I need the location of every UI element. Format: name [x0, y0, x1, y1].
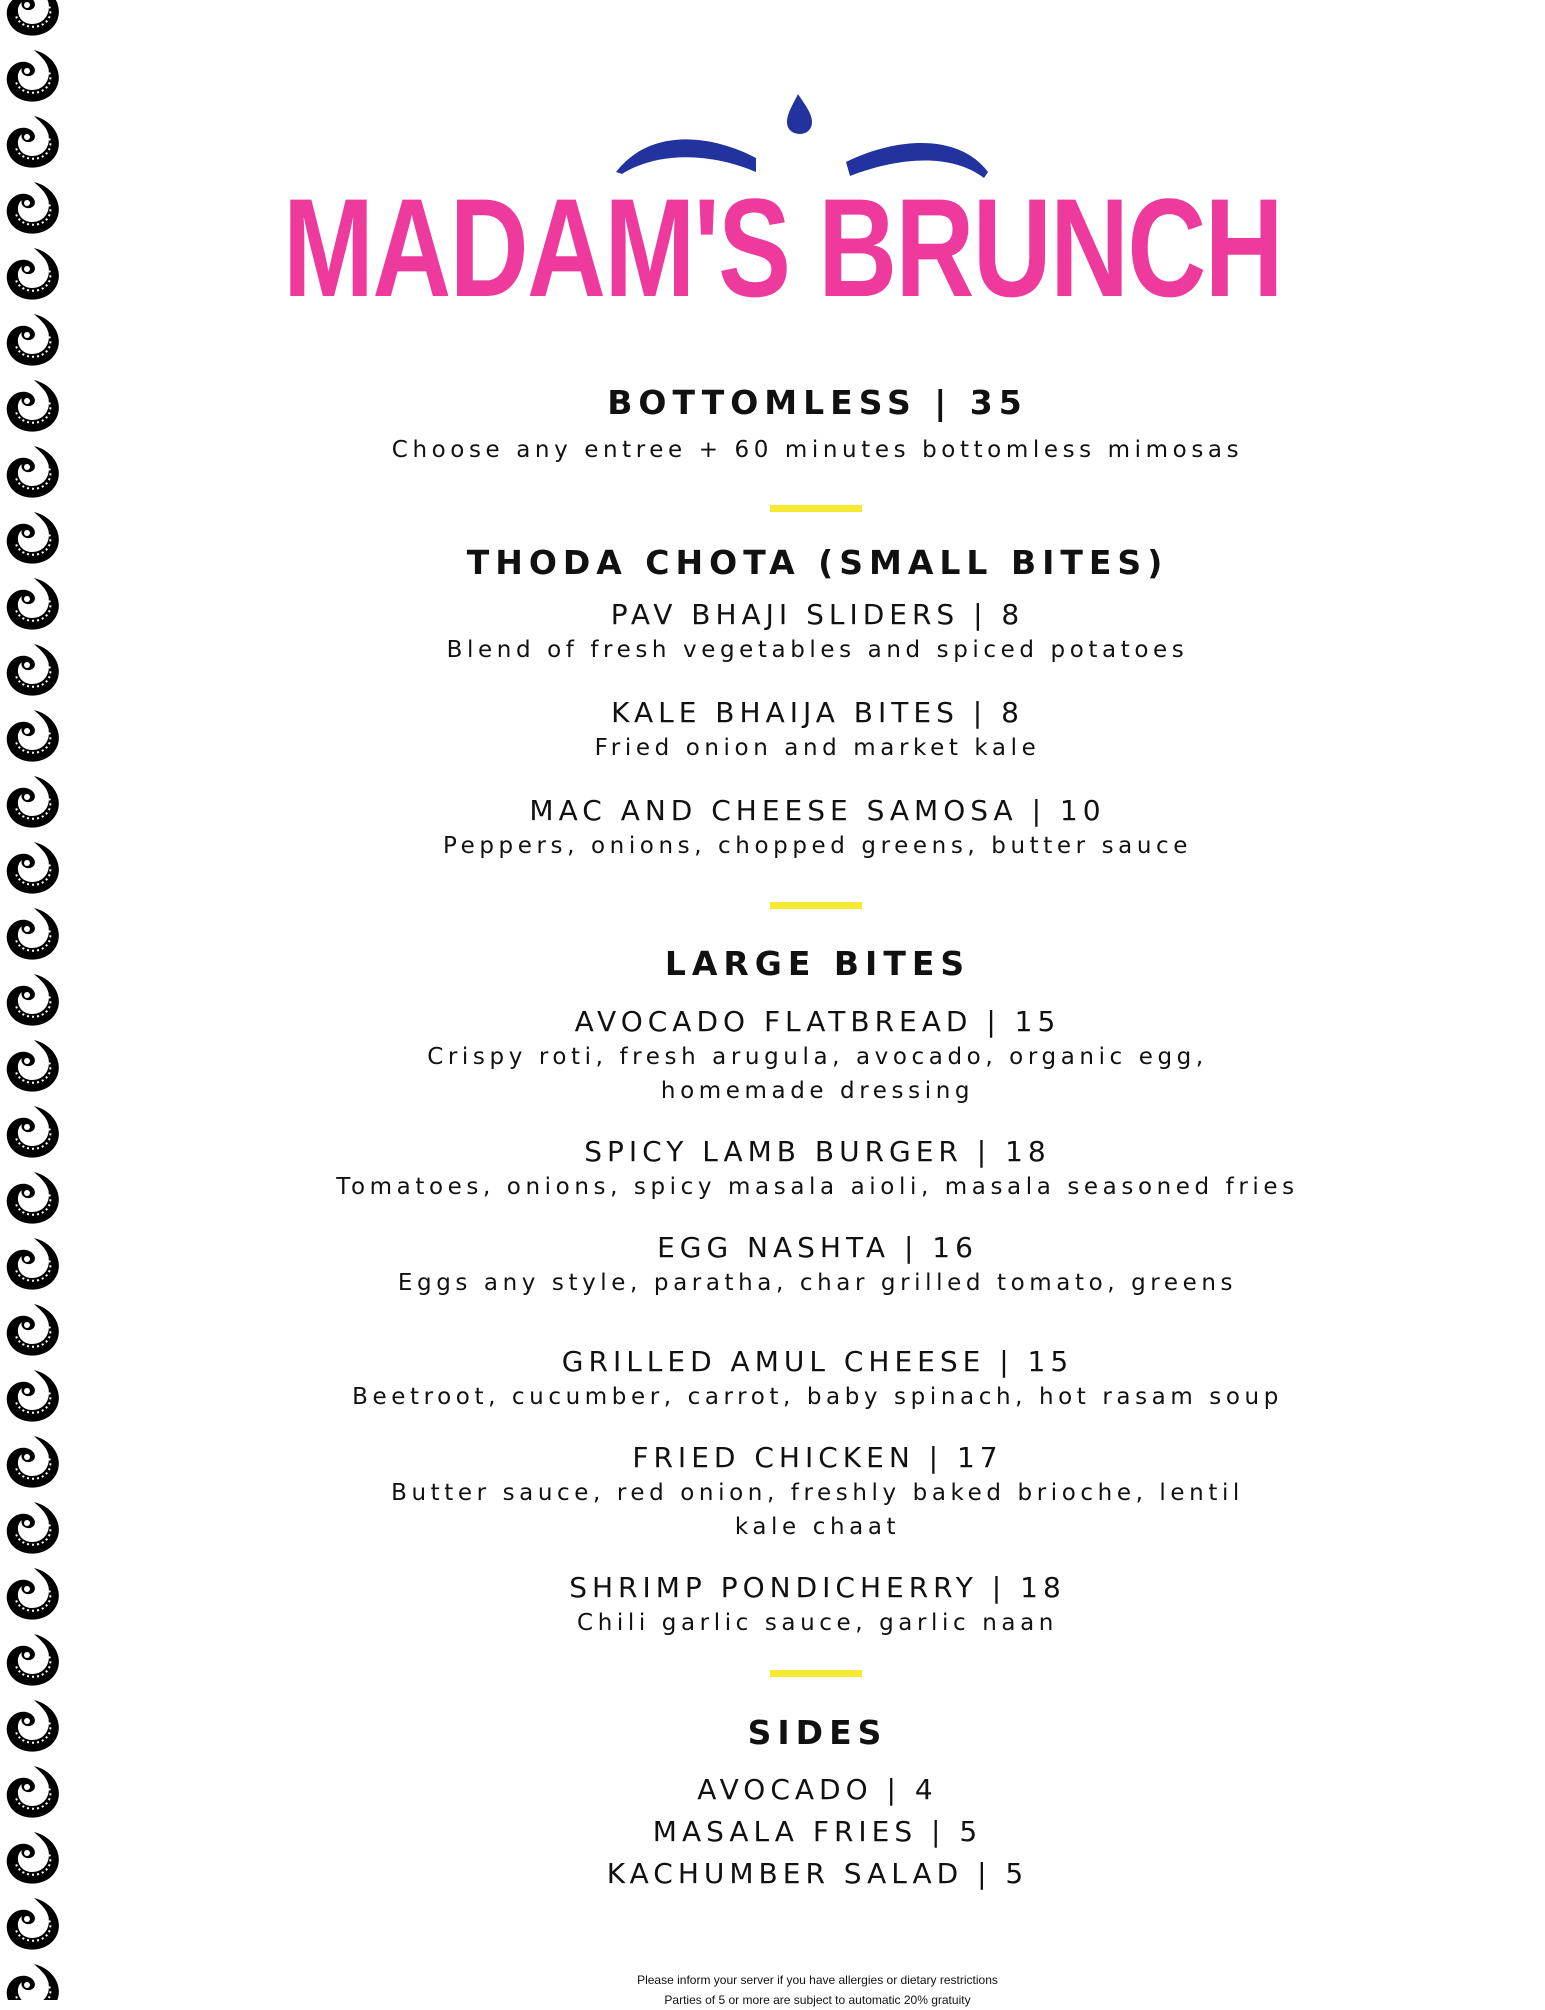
- footer: [520, 1970, 1115, 2010]
- item-description: Tomatoes, onions, spicy masala aioli, masala seasoned fries: [336, 1174, 1299, 1200]
- item-description: Beetroot, cucumber, carrot, baby spinach, hot rasam soup: [352, 1384, 1283, 1410]
- item-description: Chili garlic sauce, garlic naan: [577, 1610, 1058, 1636]
- menu-item: [320, 1344, 1315, 1414]
- item-description: Crispy roti, fresh arugula, avocado, organic egg, homemade dressing: [427, 1044, 1208, 1104]
- menu-item: [320, 1004, 1315, 1108]
- item-description: Peppers, onions, chopped greens, butter sauce: [442, 833, 1193, 859]
- menu-item: [320, 1440, 1315, 1544]
- footer-allergy-note: Please inform your server if you have allergies or dietary restrictions: [637, 1973, 998, 1987]
- menu-item: [320, 695, 1315, 765]
- item-name: MAC AND CHEESE SAMOSA | 10: [529, 794, 1106, 827]
- large-bites-section: [320, 944, 1315, 1640]
- menu-item: [320, 597, 1315, 667]
- divider: [770, 1670, 862, 1677]
- menu-item: [320, 1134, 1315, 1204]
- bottomless-heading: BOTTOMLESS | 35: [607, 383, 1028, 422]
- side-item: KACHUMBER SALAD | 5: [606, 1857, 1029, 1890]
- bottomless-description: Choose any entree + 60 minutes bottomless mimosas: [391, 437, 1244, 463]
- side-item: AVOCADO | 4: [697, 1773, 938, 1806]
- item-name: AVOCADO FLATBREAD | 15: [574, 1005, 1061, 1038]
- small-bites-section: [320, 543, 1315, 863]
- side-item: MASALA FRIES | 5: [652, 1815, 983, 1848]
- item-name: SPICY LAMB BURGER | 18: [584, 1135, 1051, 1168]
- item-name: EGG NASHTA | 16: [657, 1231, 978, 1264]
- item-description: Fried onion and market kale: [594, 735, 1041, 761]
- menu-item: [320, 793, 1315, 863]
- divider: [770, 902, 862, 909]
- large-bites-heading: LARGE BITES: [664, 944, 971, 983]
- small-bites-heading: THODA CHOTA (SMALL BITES): [466, 543, 1169, 582]
- item-name: FRIED CHICKEN | 17: [632, 1441, 1003, 1474]
- menu-item: [320, 1230, 1315, 1300]
- sides-heading: SIDES: [747, 1713, 888, 1752]
- item-name: KALE BHAIJA BITES | 8: [611, 696, 1024, 729]
- bottomless-section: [320, 383, 1315, 467]
- item-name: GRILLED AMUL CHEESE | 15: [561, 1345, 1074, 1378]
- item-description: Blend of fresh vegetables and spiced potatoes: [446, 637, 1189, 663]
- page-title: MADAM'S BRUNCH: [283, 169, 1283, 326]
- item-description: Eggs any style, paratha, char grilled tomato, greens: [397, 1270, 1238, 1296]
- footer-gratuity-note: Parties of 5 or more are subject to automatic 20% gratuity: [664, 1993, 971, 2007]
- item-name: PAV BHAJI SLIDERS | 8: [610, 598, 1025, 631]
- item-name: SHRIMP PONDICHERRY | 18: [569, 1571, 1066, 1604]
- menu-item: [320, 1570, 1315, 1640]
- divider: [770, 505, 862, 512]
- sides-section: [320, 1713, 1315, 1895]
- item-description: Butter sauce, red onion, freshly baked brioche, lentil kale chaat: [391, 1480, 1244, 1540]
